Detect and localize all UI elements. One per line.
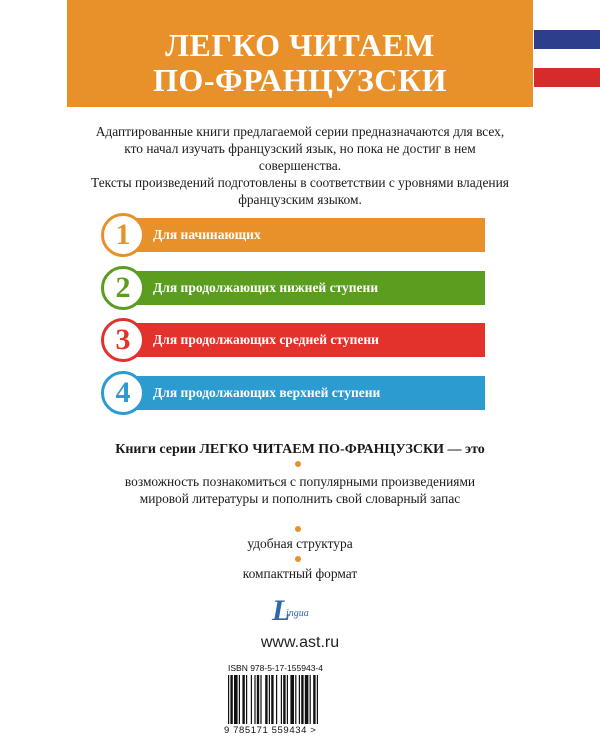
barcode-bar xyxy=(301,675,303,724)
bullet-dot xyxy=(295,556,301,562)
series-header xyxy=(67,0,533,107)
barcode-image xyxy=(228,675,350,724)
barcode-bar xyxy=(254,675,255,724)
barcode-bar xyxy=(313,675,315,724)
flag-white-stripe xyxy=(534,49,600,68)
barcode-bar xyxy=(257,675,259,724)
publisher-url: www.ast.ru xyxy=(260,634,340,651)
french-flag xyxy=(534,30,600,87)
barcode-digits: 9 785171 559434 > xyxy=(224,725,317,736)
intro-paragraph-1: Адаптированные книги предлагаемой серии предназначаются для всех, кто начал изучать французский язык, но пока не достиг в нем совершенства. xyxy=(95,124,505,173)
isbn-barcode-block xyxy=(224,663,352,739)
level-bar xyxy=(123,218,485,252)
barcode-bar xyxy=(269,675,270,724)
level-list xyxy=(101,213,485,424)
barcode-bar xyxy=(242,675,244,724)
series-title-line1: ЛЕГКО ЧИТАЕМ xyxy=(165,27,435,63)
barcode-bar xyxy=(317,675,318,724)
series-features-heading: Книги серии ЛЕГКО ЧИТАЕМ ПО-ФРАНЦУЗСКИ — это xyxy=(115,442,485,457)
flag-red-stripe xyxy=(534,68,600,87)
logo-word: ingua xyxy=(286,608,309,619)
feature-item-3: компактный формат xyxy=(242,566,358,581)
level-label: Для начинающих xyxy=(153,227,261,242)
barcode-bar xyxy=(251,675,252,724)
barcode-bar xyxy=(260,675,261,724)
feature-item-1: возможность познакомиться с популярными произведениями мировой литературы и пополнить свой словарный запас xyxy=(124,474,476,506)
level-bar xyxy=(123,323,485,357)
lingua-logo xyxy=(272,596,324,626)
intro-text xyxy=(90,123,510,208)
barcode-bar xyxy=(305,675,309,724)
barcode-bar xyxy=(265,675,267,724)
barcode-bar xyxy=(299,675,300,724)
barcode-bar xyxy=(295,675,296,724)
flag-blue-stripe xyxy=(534,30,600,49)
level-item-1 xyxy=(101,213,485,257)
barcode-bar xyxy=(281,675,282,724)
level-label: Для продолжающих верхней ступени xyxy=(153,385,381,401)
isbn-number: ISBN 978-5-17-155943-4 xyxy=(228,663,323,673)
level-number-badge: 1 xyxy=(101,213,145,257)
barcode-bar xyxy=(283,675,285,724)
series-title-line2: ПО-ФРАНЦУЗСКИ xyxy=(153,62,447,98)
bullet-dot xyxy=(295,526,301,532)
barcode-bar xyxy=(228,675,229,724)
barcode-bar xyxy=(234,675,238,724)
level-item-2 xyxy=(101,266,485,310)
barcode-bar xyxy=(310,675,311,724)
level-item-3 xyxy=(101,318,485,362)
barcode-bar xyxy=(239,675,240,724)
logo-letter: L xyxy=(272,594,291,627)
level-bar xyxy=(123,271,485,305)
barcode-bar xyxy=(287,675,288,724)
barcode-bar xyxy=(290,675,294,724)
bullet-dot xyxy=(295,461,301,467)
level-item-4 xyxy=(101,371,485,415)
level-number-badge: 4 xyxy=(101,371,145,415)
level-number-badge: 2 xyxy=(101,266,145,310)
level-bar xyxy=(123,376,485,410)
level-number-badge: 3 xyxy=(101,318,145,362)
barcode-bar xyxy=(246,675,247,724)
barcode-bar xyxy=(276,675,277,724)
level-label: Для продолжающих нижней ступени xyxy=(153,279,379,295)
intro-paragraph-2: Тексты произведений подготовлены в соответствии с уровнями владения французским языком. xyxy=(91,175,509,207)
barcode-bar xyxy=(230,675,232,724)
barcode-bar xyxy=(271,675,273,724)
feature-item-2: удобная структура xyxy=(247,536,353,551)
level-label: Для продолжающих средней ступени xyxy=(153,332,379,348)
